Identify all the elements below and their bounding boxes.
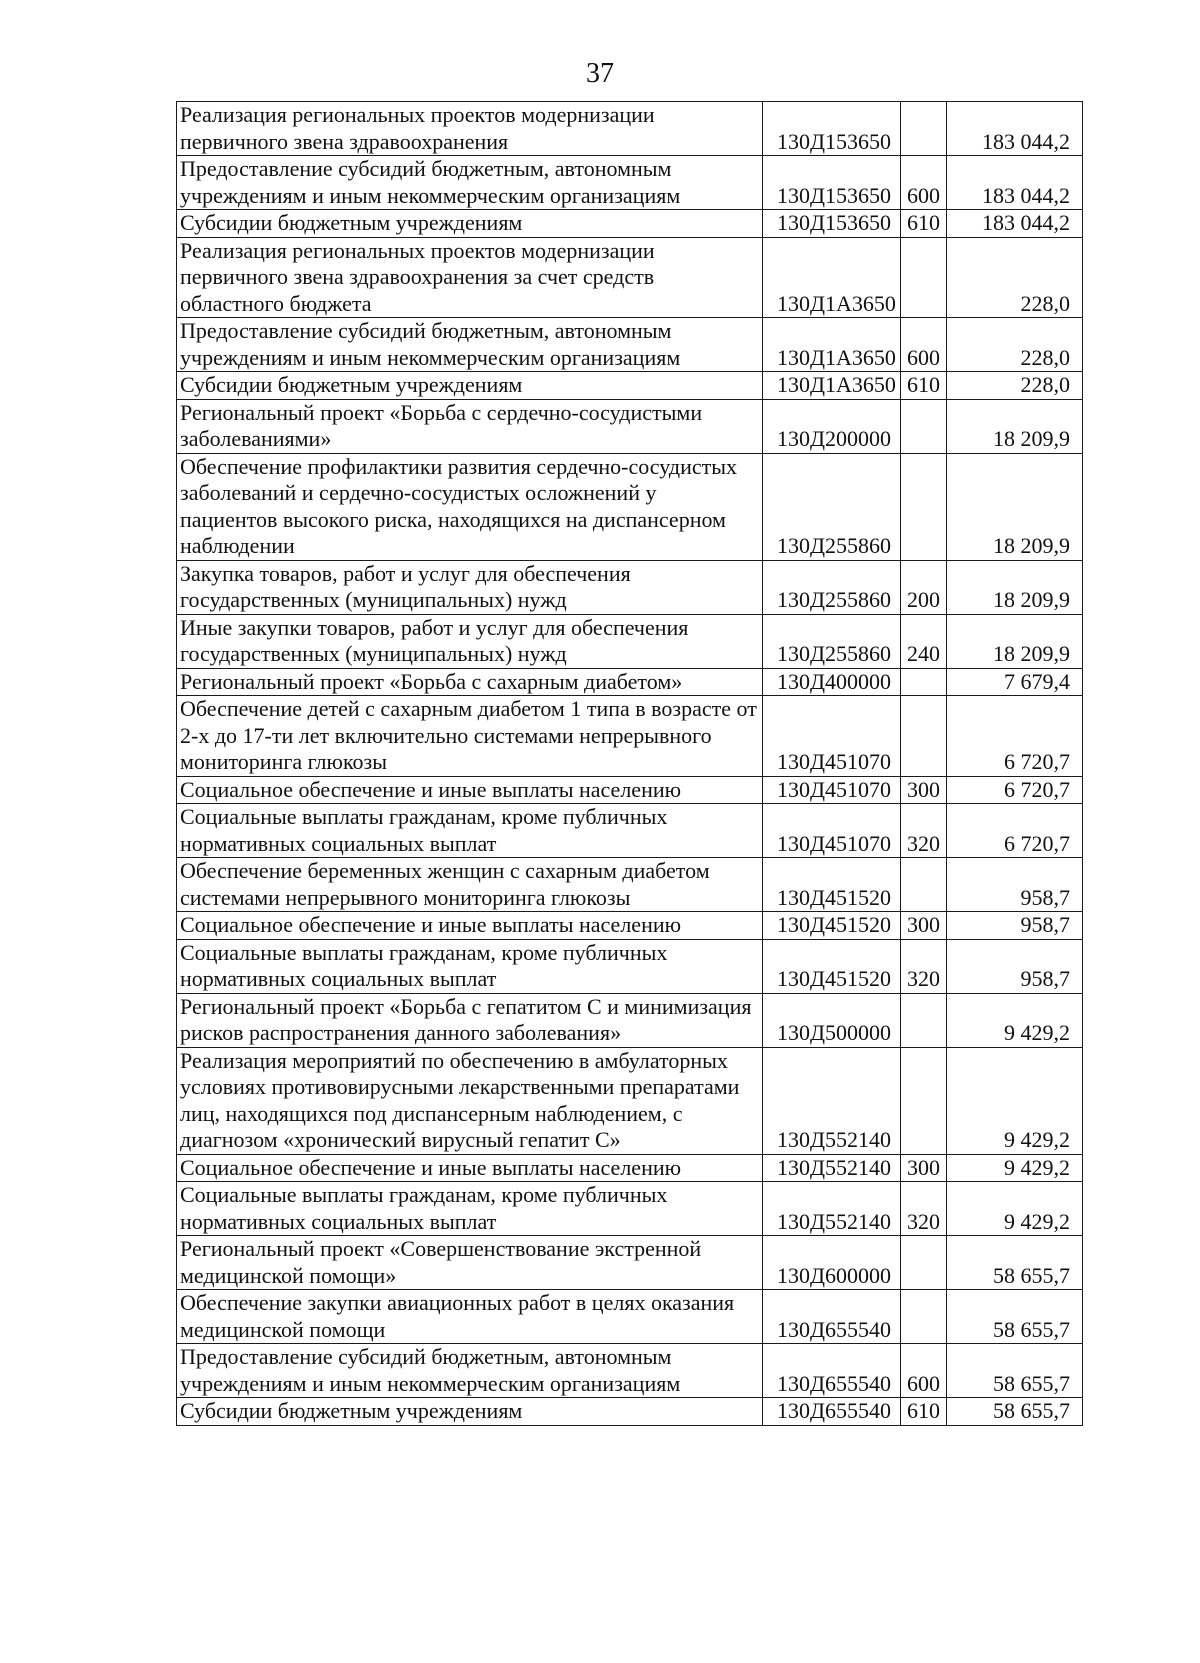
row-type-cell: 600 bbox=[901, 156, 947, 210]
table-row bbox=[177, 668, 1083, 696]
row-name-cell: Реализация региональных проектов модернизации первичного звена здравоохранения bbox=[177, 102, 763, 156]
row-sum-cell: 183 044,2 bbox=[947, 210, 1083, 238]
table-row bbox=[177, 1236, 1083, 1290]
row-type-cell bbox=[901, 1047, 947, 1154]
row-code-cell: 130Д1А3650 bbox=[763, 318, 901, 372]
row-name-cell: Социальные выплаты гражданам, кроме публичных нормативных социальных выплат bbox=[177, 939, 763, 993]
row-name-cell: Обеспечение беременных женщин с сахарным диабетом системами непрерывного мониторинга глюкозы bbox=[177, 858, 763, 912]
row-name-cell: Предоставление субсидий бюджетным, автономным учреждениям и иным некоммерческим организациям bbox=[177, 318, 763, 372]
row-sum-cell: 228,0 bbox=[947, 318, 1083, 372]
table-row bbox=[177, 858, 1083, 912]
row-code-cell: 130Д451070 bbox=[763, 696, 901, 777]
row-code-cell: 130Д451520 bbox=[763, 912, 901, 940]
row-code-cell: 130Д451070 bbox=[763, 804, 901, 858]
row-sum-cell: 18 209,9 bbox=[947, 399, 1083, 453]
row-type-cell: 300 bbox=[901, 1154, 947, 1182]
row-type-cell bbox=[901, 237, 947, 318]
table-row bbox=[177, 399, 1083, 453]
table-row bbox=[177, 1154, 1083, 1182]
row-code-cell: 130Д451070 bbox=[763, 776, 901, 804]
row-name-cell: Субсидии бюджетным учреждениям bbox=[177, 1398, 763, 1426]
row-code-cell: 130Д255860 bbox=[763, 560, 901, 614]
row-type-cell bbox=[901, 399, 947, 453]
row-name-cell: Иные закупки товаров, работ и услуг для обеспечения государственных (муниципальных) нужд bbox=[177, 614, 763, 668]
row-sum-cell: 228,0 bbox=[947, 372, 1083, 400]
row-sum-cell: 9 429,2 bbox=[947, 993, 1083, 1047]
row-name-cell: Социальное обеспечение и иные выплаты населению bbox=[177, 912, 763, 940]
row-code-cell: 130Д451520 bbox=[763, 939, 901, 993]
row-name-cell: Реализация мероприятий по обеспечению в амбулаторных условиях противовирусными лекарственными препаратами лиц, находящихся под диспансерным наблюдением, с диагнозом «хронический вирусный гепатит С» bbox=[177, 1047, 763, 1154]
row-type-cell bbox=[901, 858, 947, 912]
row-sum-cell: 183 044,2 bbox=[947, 156, 1083, 210]
row-type-cell: 300 bbox=[901, 912, 947, 940]
row-sum-cell: 18 209,9 bbox=[947, 560, 1083, 614]
row-name-cell: Реализация региональных проектов модернизации первичного звена здравоохранения за счет средств областного бюджета bbox=[177, 237, 763, 318]
row-code-cell: 130Д552140 bbox=[763, 1182, 901, 1236]
row-sum-cell: 958,7 bbox=[947, 939, 1083, 993]
row-sum-cell: 9 429,2 bbox=[947, 1047, 1083, 1154]
row-code-cell: 130Д400000 bbox=[763, 668, 901, 696]
row-code-cell: 130Д600000 bbox=[763, 1236, 901, 1290]
page-number: 37 bbox=[586, 58, 614, 89]
row-type-cell bbox=[901, 668, 947, 696]
row-type-cell: 200 bbox=[901, 560, 947, 614]
row-sum-cell: 18 209,9 bbox=[947, 614, 1083, 668]
table-row bbox=[177, 993, 1083, 1047]
row-name-cell: Региональный проект «Борьба с сердечно-сосудистыми заболеваниями» bbox=[177, 399, 763, 453]
row-code-cell: 130Д200000 bbox=[763, 399, 901, 453]
row-type-cell bbox=[901, 993, 947, 1047]
row-sum-cell: 228,0 bbox=[947, 237, 1083, 318]
table-row bbox=[177, 1290, 1083, 1344]
row-type-cell bbox=[901, 1290, 947, 1344]
row-sum-cell: 9 429,2 bbox=[947, 1154, 1083, 1182]
table-row bbox=[177, 1398, 1083, 1426]
table-row bbox=[177, 614, 1083, 668]
table-row bbox=[177, 372, 1083, 400]
row-code-cell: 130Д500000 bbox=[763, 993, 901, 1047]
row-type-cell: 300 bbox=[901, 776, 947, 804]
row-name-cell: Социальные выплаты гражданам, кроме публичных нормативных социальных выплат bbox=[177, 1182, 763, 1236]
row-name-cell: Обеспечение детей с сахарным диабетом 1 типа в возрасте от 2-х до 17-ти лет включительно системами непрерывного мониторинга глюкозы bbox=[177, 696, 763, 777]
row-code-cell: 130Д255860 bbox=[763, 614, 901, 668]
row-name-cell: Субсидии бюджетным учреждениям bbox=[177, 372, 763, 400]
table-row bbox=[177, 210, 1083, 238]
row-name-cell: Региональный проект «Борьба с сахарным диабетом» bbox=[177, 668, 763, 696]
table-body bbox=[177, 102, 1083, 1426]
table-row bbox=[177, 912, 1083, 940]
row-type-cell: 600 bbox=[901, 318, 947, 372]
row-name-cell: Обеспечение закупки авиационных работ в целях оказания медицинской помощи bbox=[177, 1290, 763, 1344]
table-row bbox=[177, 804, 1083, 858]
row-name-cell: Предоставление субсидий бюджетным, автономным учреждениям и иным некоммерческим организациям bbox=[177, 156, 763, 210]
table-row bbox=[177, 1182, 1083, 1236]
row-name-cell: Социальное обеспечение и иные выплаты населению bbox=[177, 1154, 763, 1182]
row-name-cell: Региональный проект «Борьба с гепатитом С и минимизация рисков распространения данного заболевания» bbox=[177, 993, 763, 1047]
row-type-cell bbox=[901, 453, 947, 560]
row-type-cell: 320 bbox=[901, 804, 947, 858]
row-sum-cell: 18 209,9 bbox=[947, 453, 1083, 560]
row-name-cell: Региональный проект «Совершенствование экстренной медицинской помощи» bbox=[177, 1236, 763, 1290]
row-code-cell: 130Д552140 bbox=[763, 1047, 901, 1154]
row-code-cell: 130Д1А3650 bbox=[763, 237, 901, 318]
row-code-cell: 130Д552140 bbox=[763, 1154, 901, 1182]
row-code-cell: 130Д655540 bbox=[763, 1344, 901, 1398]
budget-table bbox=[176, 101, 1083, 1426]
row-name-cell: Субсидии бюджетным учреждениям bbox=[177, 210, 763, 238]
row-type-cell bbox=[901, 1236, 947, 1290]
row-type-cell: 320 bbox=[901, 939, 947, 993]
row-code-cell: 130Д451520 bbox=[763, 858, 901, 912]
row-sum-cell: 6 720,7 bbox=[947, 804, 1083, 858]
row-sum-cell: 958,7 bbox=[947, 912, 1083, 940]
row-sum-cell: 58 655,7 bbox=[947, 1398, 1083, 1426]
row-type-cell bbox=[901, 696, 947, 777]
row-code-cell: 130Д655540 bbox=[763, 1290, 901, 1344]
row-code-cell: 130Д655540 bbox=[763, 1398, 901, 1426]
table-row bbox=[177, 696, 1083, 777]
table-row bbox=[177, 318, 1083, 372]
row-sum-cell: 6 720,7 bbox=[947, 776, 1083, 804]
table-row bbox=[177, 939, 1083, 993]
table-row bbox=[177, 776, 1083, 804]
row-code-cell: 130Д153650 bbox=[763, 210, 901, 238]
row-code-cell: 130Д255860 bbox=[763, 453, 901, 560]
table-row bbox=[177, 102, 1083, 156]
row-type-cell: 600 bbox=[901, 1344, 947, 1398]
table-row bbox=[177, 453, 1083, 560]
table-row bbox=[177, 156, 1083, 210]
row-sum-cell: 958,7 bbox=[947, 858, 1083, 912]
row-type-cell: 610 bbox=[901, 372, 947, 400]
table-row bbox=[177, 237, 1083, 318]
row-name-cell: Социальные выплаты гражданам, кроме публичных нормативных социальных выплат bbox=[177, 804, 763, 858]
row-name-cell: Закупка товаров, работ и услуг для обеспечения государственных (муниципальных) нужд bbox=[177, 560, 763, 614]
row-type-cell: 240 bbox=[901, 614, 947, 668]
table-row bbox=[177, 1047, 1083, 1154]
table-row bbox=[177, 1344, 1083, 1398]
row-name-cell: Предоставление субсидий бюджетным, автономным учреждениям и иным некоммерческим организациям bbox=[177, 1344, 763, 1398]
row-code-cell: 130Д153650 bbox=[763, 102, 901, 156]
row-type-cell: 610 bbox=[901, 210, 947, 238]
table-row bbox=[177, 560, 1083, 614]
row-type-cell: 320 bbox=[901, 1182, 947, 1236]
row-sum-cell: 58 655,7 bbox=[947, 1236, 1083, 1290]
row-code-cell: 130Д153650 bbox=[763, 156, 901, 210]
row-name-cell: Социальное обеспечение и иные выплаты населению bbox=[177, 776, 763, 804]
row-sum-cell: 7 679,4 bbox=[947, 668, 1083, 696]
row-code-cell: 130Д1А3650 bbox=[763, 372, 901, 400]
row-sum-cell: 58 655,7 bbox=[947, 1344, 1083, 1398]
row-type-cell bbox=[901, 102, 947, 156]
row-sum-cell: 9 429,2 bbox=[947, 1182, 1083, 1236]
row-sum-cell: 6 720,7 bbox=[947, 696, 1083, 777]
row-name-cell: Обеспечение профилактики развития сердечно-сосудистых заболеваний и сердечно-сосудистых осложнений у пациентов высокого риска, находящихся на диспансерном наблюдении bbox=[177, 453, 763, 560]
row-type-cell: 610 bbox=[901, 1398, 947, 1426]
row-sum-cell: 58 655,7 bbox=[947, 1290, 1083, 1344]
row-sum-cell: 183 044,2 bbox=[947, 102, 1083, 156]
